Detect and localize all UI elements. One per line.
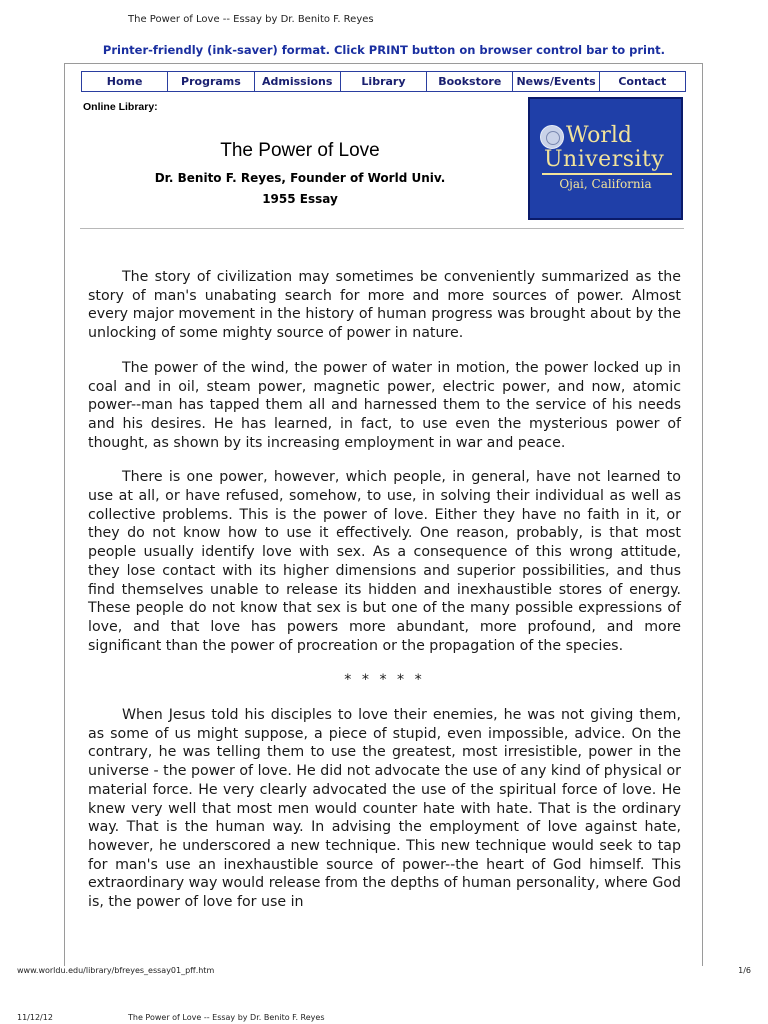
nav-bookstore[interactable]: Bookstore	[427, 72, 513, 91]
nav-contact[interactable]: Contact	[600, 72, 685, 91]
author-line: Dr. Benito F. Reyes, Founder of World Univ.	[154, 171, 446, 185]
paragraph: There is one power, however, which people, in general, have not learned to use at all, or have refused, somehow, to use, in solving their individual as well as collective problems. This is the power of love. Either they have no faith in it, or they do not know how to use it effectively. One reason, probably, is that most people usually identify love with sex. As a consequence of this wrong attitude, they lose contact with its higher dimensions and superior possibilities, and thus find themselves unable to release its hidden and inexhaustible stores of energy. These people do not know that sex is but one of the many possible expressions of love, and that love has powers more abundant, more profound, and more significant than the power of procreation or the propagation of the species.	[88, 469, 681, 654]
paragraph: The power of the wind, the power of water in motion, the power locked up in coal and in oil, steam power, magnetic power, electric power, and now, atomic power--man has tapped them all and harnessed them to the service of his needs and his desires. He has learned, in fact, to use even the mysterious power of thought, as shown by its increasing employment in war and peace.	[88, 359, 681, 451]
title-block	[100, 140, 500, 210]
divider	[80, 228, 684, 229]
nav-home[interactable]: Home	[82, 72, 168, 91]
footer-date: 11/12/12	[17, 1013, 53, 1022]
nav-admissions[interactable]: Admissions	[255, 72, 341, 91]
footer-page-number: 1/6	[738, 966, 751, 975]
printer-friendly-note: Printer-friendly (ink-saver) format. Click PRINT button on browser control bar to print.	[102, 43, 666, 57]
university-seal-icon	[540, 125, 564, 149]
essay-body	[88, 268, 681, 928]
section-separator: * * * * *	[344, 672, 425, 689]
world-university-logo[interactable]	[528, 97, 683, 220]
paragraph: When Jesus told his disciples to love their enemies, he was not giving them, as some of us might suppose, a piece of stupid, even impossible, advice. On the contrary, he was telling them to use the greatest, most irresistible, power in the universe - the power of love. He did not advocate the use of any kind of physical or material force. He very clearly advocated the use of the spiritual force of love. He knew very well that most men would counter hate with hate. That is the ordinary way. That is the human way. In advising the employment of love against hate, however, he underscored a new technique. This new technique would seek to tap for man's use an inexhaustible source of power--the heart of God himself. This extraordinary way would release from the depths of human personality, where God is, the power of love for use in	[88, 707, 681, 911]
logo-line-3: Ojai, California	[559, 177, 652, 191]
print-header-title: The Power of Love -- Essay by Dr. Benito F. Reyes	[128, 14, 374, 25]
logo-line-2: University	[544, 147, 665, 172]
section-label: Online Library:	[83, 101, 158, 113]
page-title: The Power of Love	[220, 140, 380, 161]
nav-news-events[interactable]: News/Events	[513, 72, 599, 91]
essay-date: 1955 Essay	[262, 192, 338, 206]
nav-programs[interactable]: Programs	[168, 72, 254, 91]
main-nav	[81, 71, 686, 92]
nav-library[interactable]: Library	[341, 72, 427, 91]
logo-underline	[542, 173, 672, 175]
logo-line-1: World	[566, 123, 632, 148]
footer-url: www.worldu.edu/library/bfreyes_essay01_pff.htm	[17, 966, 215, 975]
footer-title: The Power of Love -- Essay by Dr. Benito F. Reyes	[128, 1013, 325, 1022]
paragraph: The story of civilization may sometimes be conveniently summarized as the story of man's unabating search for more and more sources of power. Almost every major movement in the history of human progress was brought about by the unlocking of some mighty source of power in nature.	[88, 269, 681, 342]
